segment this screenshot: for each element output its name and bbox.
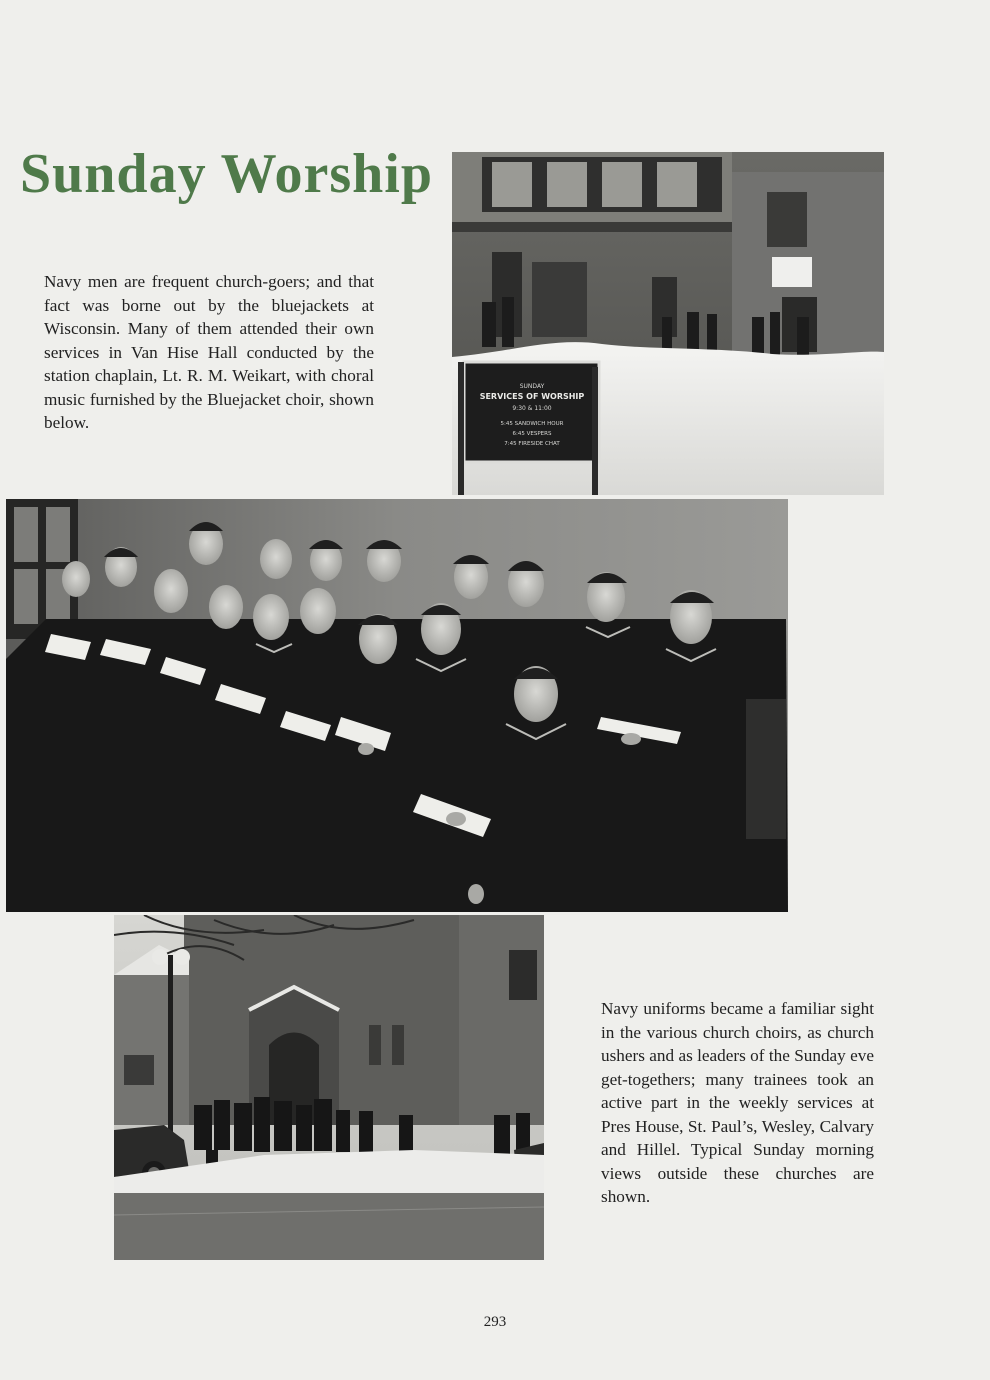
page-title: Sunday Worship (20, 143, 433, 205)
closing-paragraph: Navy uniforms became a familiar sight in the various church choirs, as church ushers and as leaders of the Sunday eve get-togethers; many trainees took an active part in the weekly services at Pres House, St. Paul’s, Wesley, Calvary and Hillel. Typical Sunday morning views outside these churches are shown. (601, 999, 874, 1206)
church-photo-image (114, 915, 544, 1260)
sign-line-4: 5:45 SANDWICH HOUR (500, 421, 564, 427)
sign-line-5: 6:45 VESPERS (512, 431, 552, 437)
sign-line-1: SUNDAY (519, 383, 545, 390)
church-photo (114, 915, 544, 1260)
building-photo-image (452, 152, 884, 495)
sign-line-6: 7:45 FIRESIDE CHAT (504, 441, 560, 447)
page-number: 293 (483, 1314, 507, 1330)
choir-photo-image (6, 499, 788, 912)
sign-line-3: 9:30 & 11:00 (512, 405, 552, 412)
intro-paragraph: Navy men are frequent church-goers; and that fact was borne out by the bluejackets at Wisconsin. Many of them attended their own services in Van Hise Hall conducted by the station chaplain, Lt. R. M. Weikart, with choral music furnished by the Bluejacket choir, shown below. (44, 272, 374, 432)
choir-photo (6, 499, 788, 912)
building-photo (452, 152, 884, 495)
sign-line-2: SERVICES OF WORSHIP (479, 392, 585, 401)
